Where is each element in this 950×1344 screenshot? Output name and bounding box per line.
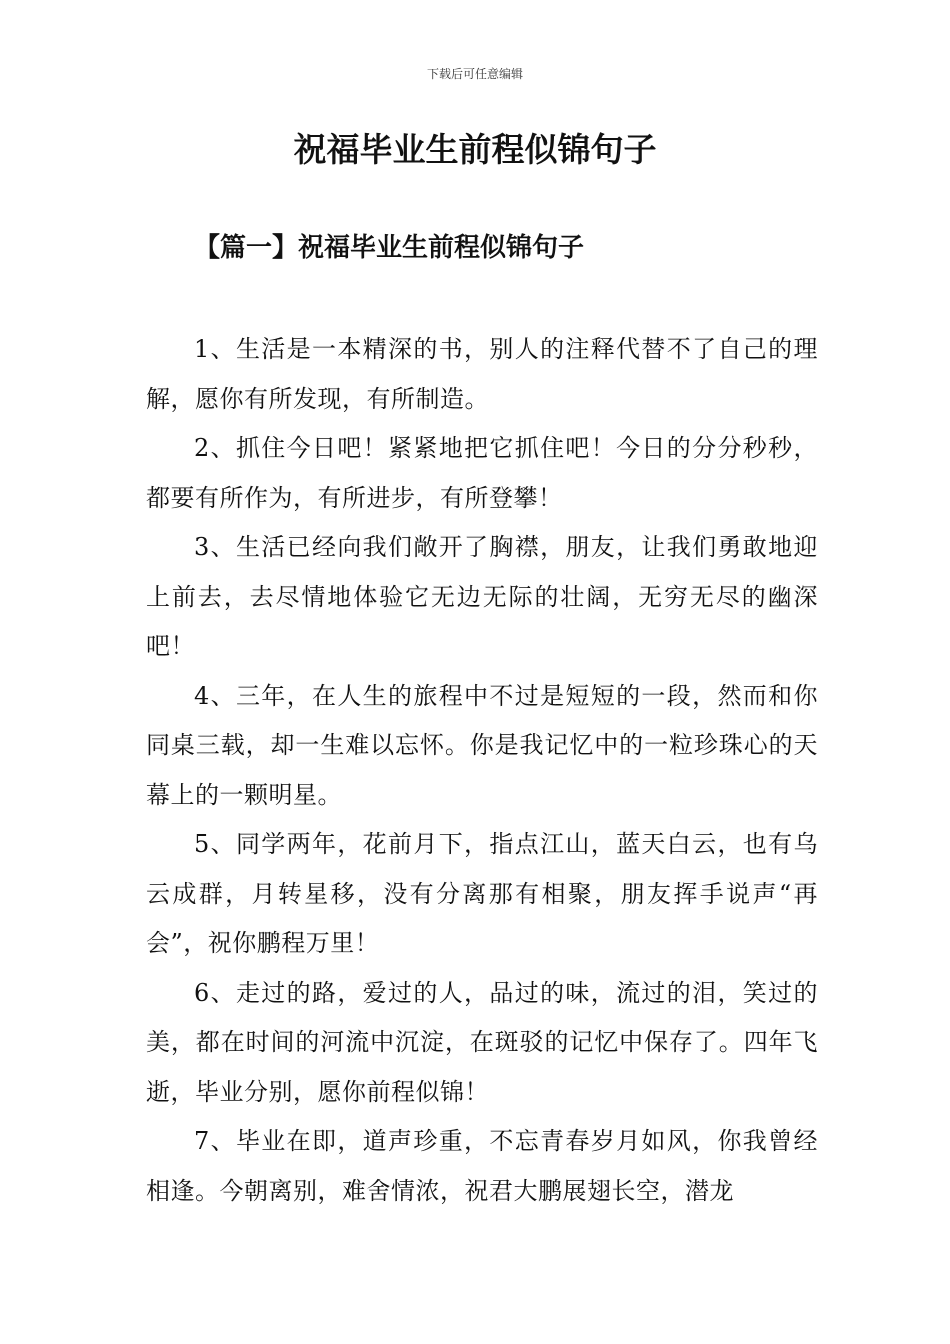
paragraph-6: 6、走过的路，爱过的人，品过的味，流过的泪，笑过的美，都在时间的河流中沉淀，在斑驳的记忆中保存了。四年飞逝，毕业分别，愿你前程似锦！ — [146, 978, 818, 1106]
paragraph-1: 1、生活是一本精深的书，别人的注释代替不了自己的理解，愿你有所发现，有所制造。 — [146, 335, 818, 413]
section-heading: 【篇一】祝福毕业生前程似锦句子 — [194, 233, 585, 263]
paragraph-2: 2、抓住今日吧！紧紧地把它抓住吧！今日的分分秒秒，都要有所作为，有所进步，有所登攀！ — [146, 434, 818, 512]
paragraph-4: 4、三年，在人生的旅程中不过是短短的一段，然而和你同桌三载，却一生难以忘怀。你是我记忆中的一粒珍珠心的天幕上的一颗明星。 — [146, 681, 818, 809]
paragraph-3: 3、生活已经向我们敞开了胸襟，朋友，让我们勇敢地迎上前去，去尽情地体验它无边无际的壮阔，无穷无尽的幽深吧！ — [146, 533, 818, 660]
document-body — [146, 325, 818, 1216]
paragraph-7: 7、毕业在即，道声珍重，不忘青春岁月如风，你我曾经相逢。今朝离别，难舍情浓，祝君大鹏展翅长空，潜龙 — [146, 1127, 818, 1205]
header-note: 下载后可任意编辑 — [426, 67, 523, 81]
page-title: 祝福毕业生前程似锦句子 — [293, 130, 657, 169]
paragraph-5: 5、同学两年，花前月下，指点江山，蓝天白云，也有乌云成群，月转星移，没有分离那有相聚，朋友挥手说声“再会”，祝你鹏程万里！ — [146, 830, 818, 957]
